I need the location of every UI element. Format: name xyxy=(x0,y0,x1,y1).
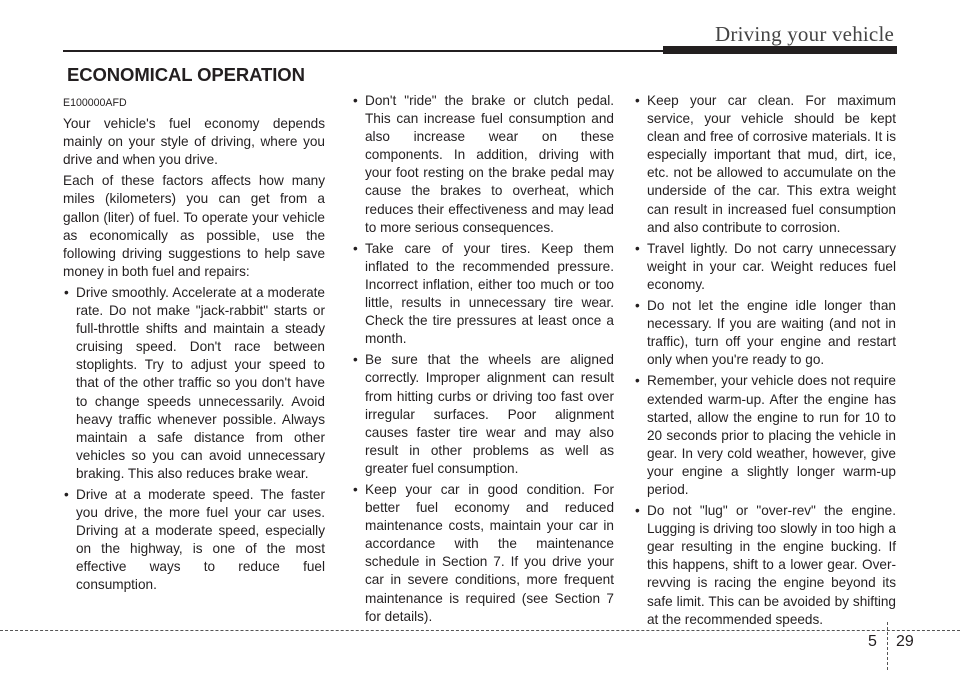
list-item: • Travel lightly. Do not carry unnecessary weight in your car. Weight reduces fuel economy. xyxy=(634,240,896,294)
list-item: • Keep your car clean. For maximum service, your vehicle should be kept clean and free of corrosive materials. It is especially important that mud, dirt, ice, etc. not be allowed to accumulate on the underside of the car. This extra weight can result in increased fuel consumption and also contribute to corrosion. xyxy=(634,92,896,237)
tips-list xyxy=(352,92,614,626)
list-item: • Do not "lug" or "over-rev" the engine. Lugging is driving too slowly in too high a gear resulting in the engine bucking. If this happens, shift to a lower gear. Over-revving is racing the engine beyond its safe limit. This can be avoided by shifting at the recommended speeds. xyxy=(634,502,896,629)
list-item: • Do not let the engine idle longer than necessary. If you are waiting (and not in traffic), turn off your engine and restart only when you're ready to go. xyxy=(634,297,896,369)
column-1 xyxy=(63,92,325,598)
list-item: • Remember, your vehicle does not require extended warm-up. After the engine has started, allow the engine to run for 10 to 20 seconds prior to placing the vehicle in gear. In very cold weather, however, give your engine a slightly longer warm-up period. xyxy=(634,372,896,499)
chapter-title: Driving your vehicle xyxy=(715,22,894,46)
list-item: • Drive smoothly. Accelerate at a moderate rate. Do not make "jack-rabbit" starts or full-throttle shifts and maintain a steady cruising speed. Don't race between stoplights. Try to adjust your speed to that of the other traffic so you don't have to change speeds unnecessarily. Avoid heavy traffic whenever possible. Always maintain a safe distance from other vehicles so you can avoid unnecessary braking. This also reduces brake wear. xyxy=(63,284,325,483)
list-item: • Keep your car in good condition. For better fuel economy and reduced maintenance costs, maintain your car in accordance with the maintenance schedule in Section 7. If you drive your car in severe conditions, more frequent maintenance is required (see Section 7 for details). xyxy=(352,481,614,626)
column-3 xyxy=(634,92,896,632)
list-item: • Take care of your tires. Keep them inflated to the recommended pressure. Incorrect inflation, either too much or too little, results in unnecessary tire wear. Check the tire pressures at least once a month. xyxy=(352,240,614,349)
list-item: • Be sure that the wheels are aligned correctly. Improper alignment can result from hitting curbs or driving too fast over irregular surfaces. Poor alignment causes faster tire wear and may also result in other problems as well as greater fuel consumption. xyxy=(352,351,614,478)
list-item: • Don't "ride" the brake or clutch pedal. This can increase fuel consumption and also increase wear on these components. In addition, driving with your foot resting on the brake pedal may cause the brakes to overheat, which reduces their effectiveness and may lead to more serious consequences. xyxy=(352,92,614,237)
section-title: ECONOMICAL OPERATION xyxy=(67,64,305,85)
page-number: 29 xyxy=(896,633,914,650)
header-rule xyxy=(63,50,663,52)
section-number: 5 xyxy=(868,633,877,650)
section-code: E100000AFD xyxy=(63,97,127,109)
intro-paragraph: Each of these factors affects how many miles (kilometers) you can get from a gallon (liter) of fuel. To operate your vehicle as economically as possible, use the following driving suggestions to help save money in both fuel and repairs: xyxy=(63,173,325,279)
column-2 xyxy=(352,92,614,629)
tips-list xyxy=(63,284,325,595)
intro-paragraph: Your vehicle's fuel economy depends mainly on your style of driving, where you drive and when you drive. xyxy=(63,116,325,168)
list-item: • Drive at a moderate speed. The faster you drive, the more fuel your car uses. Driving at a moderate speed, especially on the highway, is one of the most effective ways to reduce fuel consumption. xyxy=(63,486,325,595)
header-bar xyxy=(663,46,897,54)
footer-separator xyxy=(887,622,888,670)
footer-rule xyxy=(0,630,960,631)
tips-list xyxy=(634,92,896,629)
